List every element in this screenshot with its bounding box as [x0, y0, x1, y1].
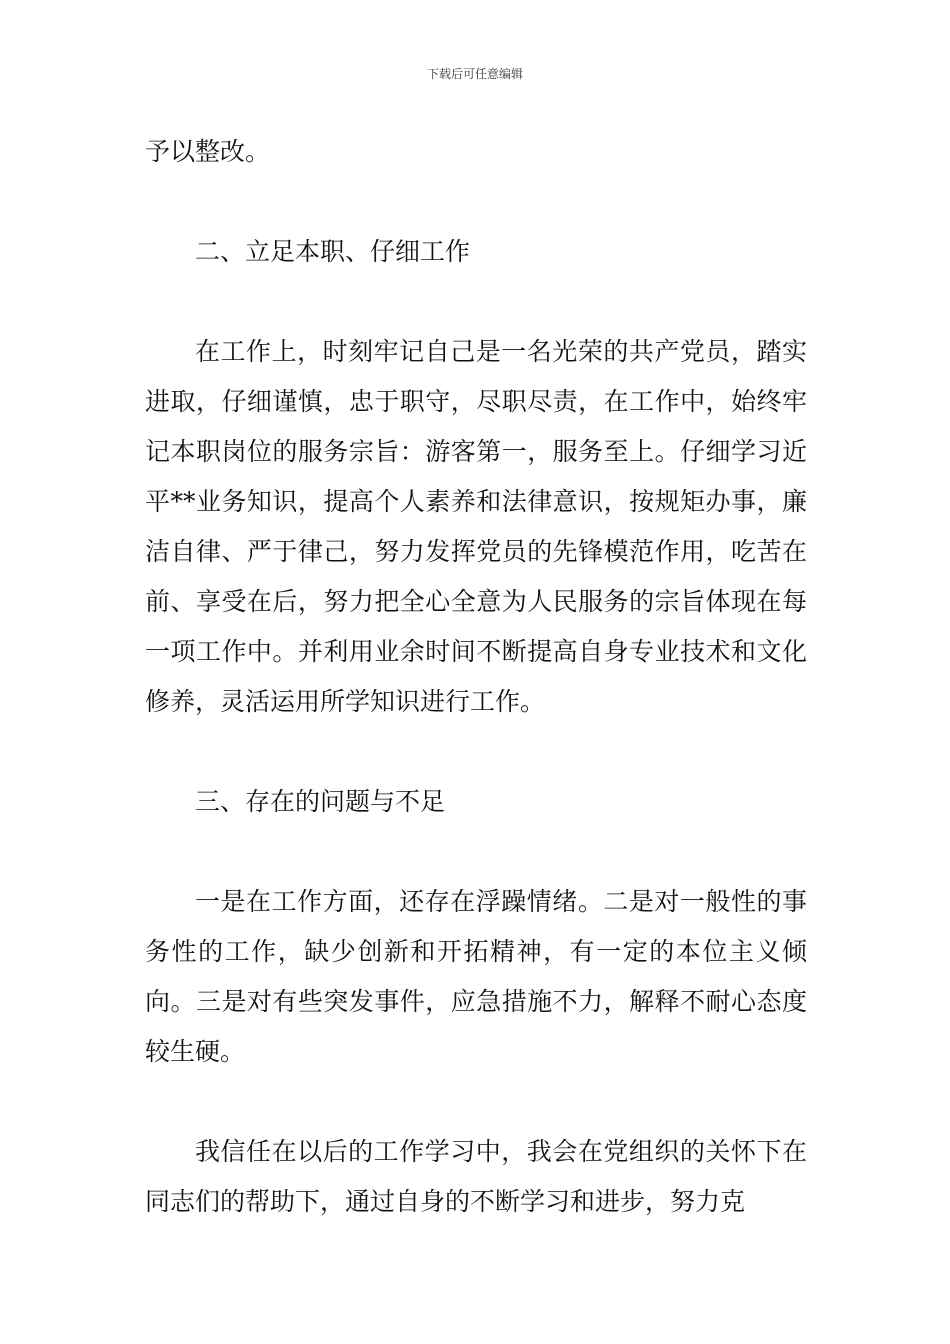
- paragraph-problems: 一是在工作方面，还存在浮躁情绪。二是对一般性的事务性的工作，缺少创新和开拓精神，有一定的本位主义倾向。三是对有些突发事件，应急措施不力，解释不耐心态度较生硬。: [145, 887, 807, 1066]
- section-heading-2: 二、立足本职、仔细工作: [195, 237, 471, 266]
- paragraph-work: 在工作上，时刻牢记自己是一名光荣的共产党员，踏实进取，仔细谨慎，忠于职守，尽职尽责，在工作中，始终牢记本职岗位的服务宗旨：游客第一，服务至上。仔细学习近平**业务知识，提高个人素养和法律意识，按规矩办事，廉洁自律、严于律己，努力发挥党员的先锋模范作用，吃苦在前、享受在后，努力把全心全意为人民服务的宗旨体现在每一项工作中。并利用业余时间不断提高自身专业技术和文化修养，灵活运用所学知识进行工作。: [145, 337, 807, 716]
- document-body: [145, 127, 807, 1227]
- paragraph-continuation: 予以整改。: [145, 137, 271, 166]
- paragraph-commitment: 我信任在以后的工作学习中，我会在党组织的关怀下在同志们的帮助下，通过自身的不断学习和进步，努力克: [145, 1137, 807, 1216]
- page-header: 下载后可任意编辑: [426, 67, 523, 81]
- section-heading-3: 三、存在的问题与不足: [195, 787, 446, 816]
